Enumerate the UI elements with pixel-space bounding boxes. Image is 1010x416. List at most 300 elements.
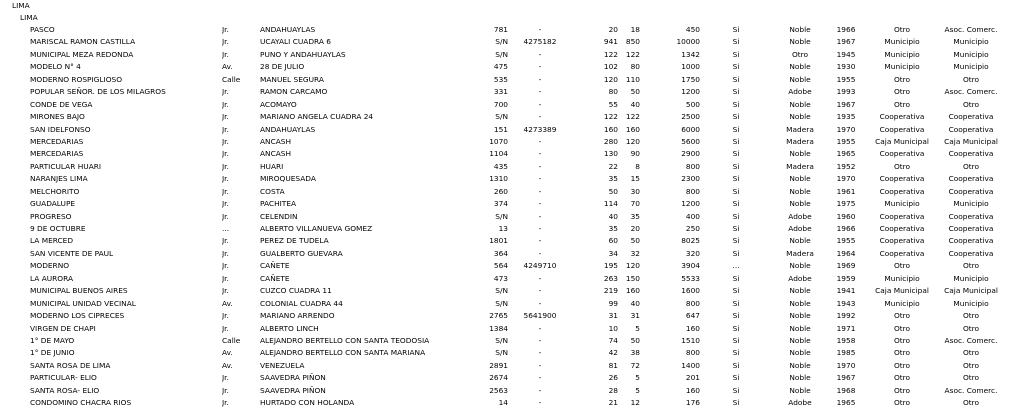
street-number-cell: 1310 [489,174,508,184]
stalls-total-cell: 22 [608,161,618,171]
year-cell: 1943 [836,298,856,308]
street-type-cell: Calle [222,74,241,84]
stalls-total-cell: 40 [608,211,618,221]
street-number-cell: 2563 [489,385,508,395]
street-name-cell: ALBERTO LINCH [260,323,319,333]
street-number-cell: 1070 [489,136,508,146]
area-cell: 800 [685,298,700,308]
stalls-active-cell: 150 [625,273,640,283]
stalls-total-cell: 34 [608,248,618,258]
table-row [0,397,1010,409]
material-cell: Otro [791,49,809,59]
area-cell: 1200 [681,199,700,209]
street-type-cell: Jr. [222,186,229,196]
material-cell: Noble [789,261,811,271]
street-name-cell: CELENDIN [260,211,298,221]
street-number-cell: S/N [495,348,508,358]
table-row [0,273,1010,285]
stalls-total-cell: 50 [608,186,618,196]
stalls-active-cell: 40 [630,298,640,308]
market-name-cell: MUNICIPAL BUENOS AIRES [30,286,128,296]
material-cell: Noble [789,62,811,72]
owner-cell: Cooperativa [879,124,925,134]
street-name-cell: HURTADO CON HOLANDA [260,398,355,408]
administrator-cell: Cooperativa [948,224,994,233]
stalls-active-cell: 122 [625,49,640,59]
street-number-cell: 1801 [489,236,508,246]
street-type-cell: Jr. [222,136,229,146]
year-cell: 1970 [836,174,856,184]
administrator-cell: Asoc. Comerc. [944,25,998,34]
market-name-cell: 9 DE OCTUBRE [30,224,86,233]
owner-cell: Otro [893,161,911,171]
stalls-total-cell: 99 [608,298,618,308]
street-number-cell: 1104 [489,149,508,159]
street-name-cell: MARIANO ANGELA CUADRA 24 [260,112,374,122]
administrator-cell: Otro [962,261,980,271]
table-row [0,372,1010,384]
table-row [0,235,1010,247]
market-name-cell: VIRGEN DE CHAPI [30,323,96,333]
owner-cell: Municipio [884,298,920,308]
area-cell: 160 [685,385,700,395]
street-type-cell: Jr. [222,273,229,283]
material-cell: Noble [789,112,811,122]
year-cell: 1966 [836,224,856,233]
stalls-active-cell: 5 [635,385,640,395]
phone-cell: - [538,348,542,358]
stalls-active-cell: 70 [630,199,640,209]
status-cell: Si [732,124,740,134]
status-cell: Si [732,186,740,196]
area-cell: 250 [685,224,700,233]
street-name-cell: CUZCO CUADRA 11 [260,286,332,296]
material-cell: Noble [789,360,811,370]
year-cell: 1966 [836,25,856,34]
area-cell: 647 [685,311,700,321]
market-name-cell: SAN VICENTE DE PAUL [30,248,114,258]
material-cell: Adobe [788,87,812,97]
street-number-cell: S/N [495,335,508,345]
stalls-active-cell: 38 [630,348,640,358]
owner-cell: Cooperativa [879,224,925,233]
status-cell: Si [732,348,740,358]
street-number-cell: 475 [493,62,508,72]
street-number-cell: 700 [493,99,508,109]
street-name-cell: PEREZ DE TUDELA [260,236,329,246]
year-cell: 1965 [836,398,856,408]
stalls-active-cell: 122 [625,112,640,122]
owner-cell: Cooperativa [879,149,925,159]
administrator-cell: Municipio [953,298,989,308]
street-type-cell: Av. [222,298,233,308]
market-name-cell: MUNICIPAL MEZA REDONDA [30,49,134,59]
area-cell: 320 [685,248,700,258]
status-cell: Si [732,87,740,97]
owner-cell: Otro [893,373,911,383]
material-cell: Noble [789,385,811,395]
table-row [0,148,1010,160]
market-name-cell: GUADALUPE [30,199,76,209]
street-number-cell: S/N [495,37,508,47]
street-type-cell: Jr. [222,261,229,271]
owner-cell: Cooperativa [879,248,925,258]
street-name-cell: GUALBERTO GUEVARA [260,248,343,258]
material-cell: Adobe [788,398,812,408]
stalls-total-cell: 31 [608,311,618,321]
material-cell: Noble [789,236,811,246]
stalls-total-cell: 10 [608,323,618,333]
owner-cell: Otro [893,311,911,321]
phone-cell: 5641900 [523,311,557,321]
owner-cell: Otro [893,385,911,395]
area-cell: 1510 [681,335,700,345]
phone-cell: - [538,149,542,159]
year-cell: 1993 [836,87,856,97]
status-cell: Si [732,174,740,184]
street-type-cell: Jr. [222,211,229,221]
table-row [0,186,1010,198]
street-number-cell: S/N [495,211,508,221]
street-type-cell: Jr. [222,37,229,47]
street-name-cell: ANCASH [260,149,292,159]
year-cell: 1968 [836,385,856,395]
stalls-active-cell: 90 [630,149,640,159]
street-name-cell: CAÑETE [260,261,290,271]
street-type-cell: ... [222,224,230,233]
market-name-cell: MARISCAL RAMON CASTILLA [30,37,136,47]
market-name-cell: 1° DE MAYO [30,335,75,345]
street-number-cell: S/N [495,112,508,122]
area-cell: 1342 [681,49,700,59]
administrator-cell: Otro [962,360,980,370]
material-cell: Noble [789,74,811,84]
street-number-cell: 260 [493,186,508,196]
table-row [0,86,1010,98]
street-type-cell: Jr. [222,124,229,134]
phone-cell: - [538,49,542,59]
street-number-cell: S/N [495,286,508,296]
stalls-total-cell: 130 [603,149,618,159]
administrator-cell: Municipio [953,49,989,59]
administrator-cell: Cooperativa [948,124,994,134]
street-name-cell: ALEJANDRO BERTELLO CON SANTA TEODOSIA [260,335,430,345]
street-name-cell: MIROQUESADA [260,174,316,184]
street-number-cell: 535 [493,74,508,84]
market-table [0,24,1010,410]
material-cell: Adobe [788,211,812,221]
phone-cell: - [538,99,542,109]
table-row [0,323,1010,335]
administrator-cell: Otro [962,373,980,383]
phone-cell: 4275182 [523,37,557,47]
owner-cell: Cooperativa [879,174,925,184]
year-cell: 1941 [836,286,856,296]
market-name-cell: SANTA ROSA- ELIO [30,385,100,395]
table-row [0,124,1010,136]
street-type-cell: Jr. [222,25,229,34]
stalls-total-cell: 35 [608,174,618,184]
market-name-cell: MIRONES BAJO [30,112,85,122]
stalls-total-cell: 81 [608,360,618,370]
table-row [0,211,1010,223]
street-type-cell: Calle [222,335,241,345]
phone-cell: - [538,62,542,72]
material-cell: Adobe [788,273,812,283]
area-cell: 800 [685,161,700,171]
phone-cell: - [538,211,542,221]
area-cell: 1750 [681,74,700,84]
material-cell: Noble [789,25,811,34]
street-number-cell: 435 [493,161,508,171]
phone-cell: - [538,199,542,209]
material-cell: Noble [789,37,811,47]
status-cell: Si [732,273,740,283]
market-name-cell: CONDOMINO CHACRA RIOS [30,398,132,408]
market-name-cell: MERCEDARIAS [30,149,84,159]
table-row [0,111,1010,123]
year-cell: 1960 [836,211,856,221]
stalls-total-cell: 263 [603,273,618,283]
material-cell: Madera [786,161,814,171]
phone-cell: - [538,385,542,395]
owner-cell: Cooperativa [879,236,925,246]
year-cell: 1964 [836,248,856,258]
stalls-active-cell: 50 [630,335,640,345]
street-type-cell: Jr. [222,286,229,296]
street-type-cell: Jr. [222,149,229,159]
status-cell: Si [732,335,740,345]
area-cell: 201 [685,373,700,383]
phone-cell: - [538,161,542,171]
street-name-cell: ALBERTO VILLANUEVA GOMEZ [260,224,373,233]
year-cell: 1961 [836,186,856,196]
phone-cell: - [538,112,542,122]
status-cell: Si [732,211,740,221]
phone-cell: - [538,323,542,333]
material-cell: Madera [786,124,814,134]
owner-cell: Otro [893,360,911,370]
year-cell: 1967 [836,373,856,383]
table-row [0,136,1010,148]
phone-cell: - [538,335,542,345]
status-cell: Si [732,298,740,308]
stalls-total-cell: 28 [608,385,618,395]
street-name-cell: 28 DE JULIO [260,62,305,72]
status-cell: Si [732,161,740,171]
street-number-cell: 2765 [489,311,508,321]
stalls-active-cell: 8 [635,161,640,171]
phone-cell: - [538,298,542,308]
administrator-cell: Asoc. Comerc. [944,87,998,97]
administrator-cell: Otro [962,311,980,321]
material-cell: Adobe [788,224,812,233]
year-cell: 1992 [836,311,856,321]
stalls-total-cell: 195 [603,261,618,271]
administrator-cell: Municipio [953,199,989,209]
phone-cell: - [538,87,542,97]
administrator-cell: Cooperativa [948,149,994,159]
stalls-active-cell: 35 [630,211,640,221]
street-type-cell: Jr. [222,248,229,258]
street-number-cell: 14 [498,398,508,408]
market-name-cell: MODELO N° 4 [30,62,81,72]
table-row [0,310,1010,322]
administrator-cell: Otro [962,348,980,358]
street-type-cell: Jr. [222,112,229,122]
year-cell: 1955 [836,74,856,84]
area-cell: 450 [685,25,700,34]
stalls-active-cell: 120 [625,136,640,146]
administrator-cell: Caja Municipal [944,286,998,296]
year-cell: 1945 [836,49,856,59]
phone-cell: - [538,174,542,184]
street-name-cell: ANCASH [260,136,292,146]
market-name-cell: PROGRESO [30,211,72,221]
stalls-active-cell: 5 [635,373,640,383]
status-cell: Si [732,373,740,383]
market-name-cell: POPULAR SEÑOR. DE LOS MILAGROS [30,87,166,97]
material-cell: Noble [789,199,811,209]
administrator-cell: Cooperativa [948,112,994,122]
status-cell: Si [732,62,740,72]
table-row [0,335,1010,347]
stalls-total-cell: 74 [608,335,618,345]
status-cell: Si [732,236,740,246]
status-cell: Si [732,149,740,159]
stalls-active-cell: 5 [635,323,640,333]
street-name-cell: MARIANO ARRENDO [260,311,335,321]
street-type-cell: Av. [222,62,233,72]
area-cell: 1600 [681,286,700,296]
street-type-cell: Jr. [222,174,229,184]
material-cell: Noble [789,298,811,308]
street-name-cell: COSTA [260,186,285,196]
street-name-cell: PACHITEA [260,199,297,209]
administrator-cell: Cooperativa [948,174,994,184]
administrator-cell: Asoc. Comerc. [944,335,998,345]
year-cell: 1955 [836,136,856,146]
region-heading: LIMA [12,1,30,10]
year-cell: 1967 [836,99,856,109]
status-cell: Si [732,74,740,84]
table-row [0,173,1010,185]
street-name-cell: ANDAHUAYLAS [260,25,316,34]
area-cell: 1000 [681,62,700,72]
owner-cell: Caja Municipal [875,286,929,296]
stalls-total-cell: 219 [603,286,618,296]
table-row [0,223,1010,235]
stalls-active-cell: 50 [630,87,640,97]
street-type-cell: Av. [222,348,233,358]
phone-cell: - [538,273,542,283]
market-name-cell: MODERNO [30,261,70,271]
year-cell: 1971 [836,323,856,333]
stalls-active-cell: 40 [630,99,640,109]
administrator-cell: Municipio [953,62,989,72]
area-cell: 5533 [681,273,700,283]
status-cell: Si [732,25,740,34]
owner-cell: Cooperativa [879,112,925,122]
material-cell: Noble [789,286,811,296]
material-cell: Noble [789,99,811,109]
stalls-total-cell: 42 [608,348,618,358]
street-number-cell: 374 [493,199,508,209]
table-row [0,161,1010,173]
administrator-cell: Cooperativa [948,211,994,221]
stalls-active-cell: 15 [630,174,640,184]
market-name-cell: CONDE DE VEGA [30,99,93,109]
stalls-total-cell: 122 [603,49,618,59]
stalls-total-cell: 55 [608,99,618,109]
area-cell: 6000 [681,124,700,134]
street-type-cell: Jr. [222,199,229,209]
street-number-cell: 473 [493,273,508,283]
administrator-cell: Asoc. Comerc. [944,385,998,395]
table-row [0,99,1010,111]
year-cell: 1930 [836,62,856,72]
market-name-cell: PARTICULAR- ELIO [30,373,97,383]
market-name-cell: 1° DE JUNIO [30,348,75,358]
phone-cell: - [538,286,542,296]
phone-cell: - [538,186,542,196]
street-type-cell: Jr. [222,311,229,321]
area-cell: 5600 [681,136,700,146]
market-name-cell: MELCHORITO [30,186,80,196]
market-name-cell: MERCEDARIAS [30,136,84,146]
status-cell: Si [732,49,740,59]
market-name-cell: SAN IDELFONSO [30,124,91,134]
street-name-cell: SAAVEDRA PIÑON [260,373,326,383]
administrator-cell: Cooperativa [948,236,994,246]
year-cell: 1975 [836,199,856,209]
stalls-total-cell: 941 [603,37,618,47]
table-row [0,248,1010,260]
stalls-total-cell: 35 [608,224,618,233]
phone-cell: - [538,373,542,383]
street-number-cell: 1384 [489,323,508,333]
street-name-cell: UCAYALI CUADRA 6 [260,37,331,47]
stalls-active-cell: 160 [625,286,640,296]
material-cell: Noble [789,186,811,196]
status-cell: Si [732,199,740,209]
stalls-total-cell: 122 [603,112,618,122]
status-cell: Si [732,112,740,122]
phone-cell: - [538,25,542,34]
stalls-active-cell: 160 [625,124,640,134]
stalls-active-cell: 31 [630,311,640,321]
stalls-total-cell: 114 [603,199,618,209]
table-row [0,385,1010,397]
street-type-cell: Jr. [222,385,229,395]
owner-cell: Otro [893,74,911,84]
stalls-active-cell: 12 [630,398,640,408]
street-type-cell: Jr. [222,87,229,97]
owner-cell: Municipio [884,62,920,72]
owner-cell: Otro [893,323,911,333]
status-cell: Si [732,311,740,321]
status-cell: Si [732,99,740,109]
street-name-cell: COLONIAL CUADRA 44 [260,298,343,308]
street-number-cell: 151 [493,124,508,134]
stalls-total-cell: 160 [603,124,618,134]
year-cell: 1970 [836,360,856,370]
owner-cell: Otro [893,99,911,109]
owner-cell: Otro [893,25,911,34]
street-number-cell: 331 [493,87,508,97]
material-cell: Noble [789,311,811,321]
street-name-cell: ALEJANDRO BERTELLO CON SANTA MARIANA [260,348,426,358]
